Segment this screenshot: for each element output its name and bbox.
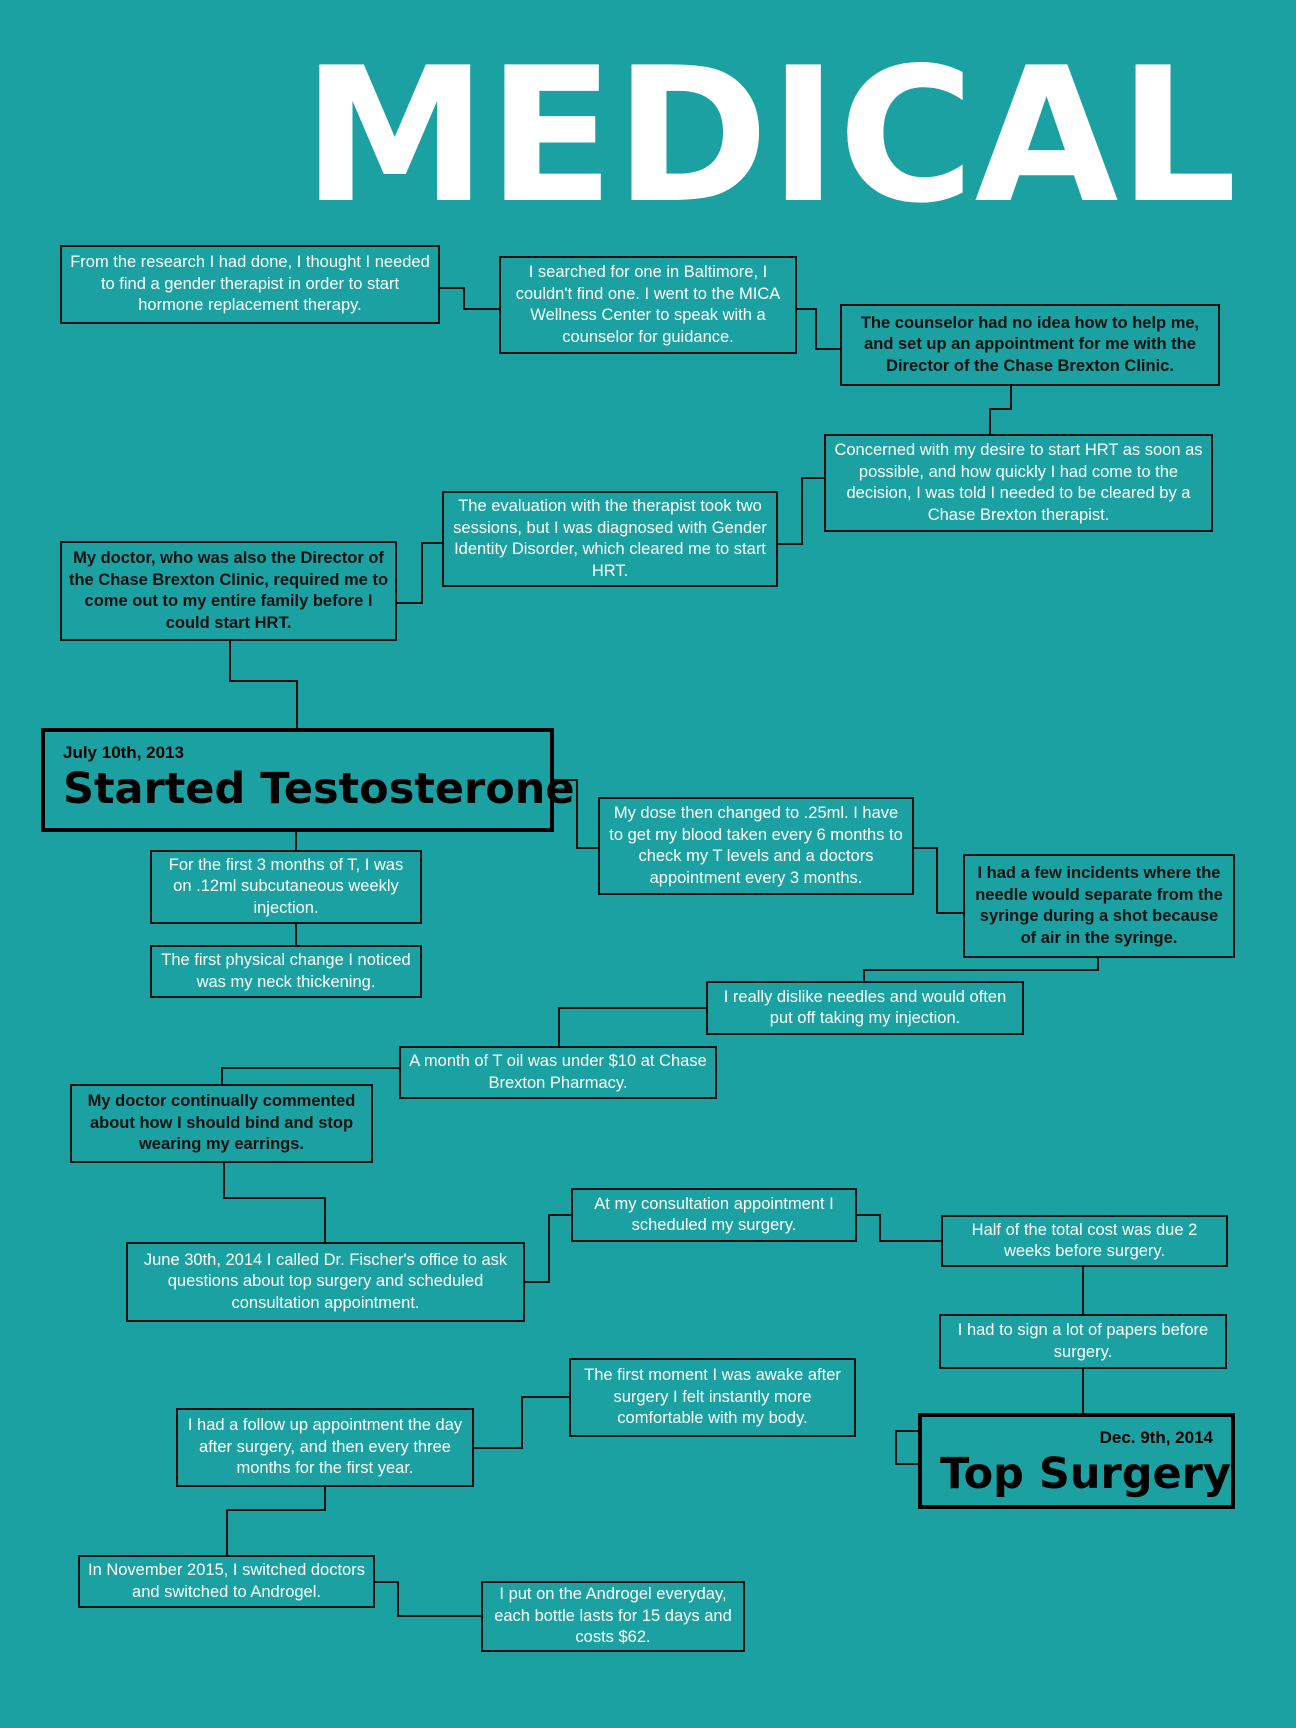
connector bbox=[896, 1431, 918, 1464]
box-text: I had a few incidents where the needle would separate from the syringe during a shot because of air in the syringe. bbox=[975, 864, 1223, 947]
connector bbox=[525, 1215, 571, 1282]
connector bbox=[224, 1163, 325, 1242]
box-text: My doctor continually commented about how I should bind and stop wearing my earrings. bbox=[87, 1092, 356, 1154]
timeline-box-consultation bbox=[571, 1188, 857, 1242]
connector bbox=[222, 1068, 399, 1084]
timeline-box-neck-thickening bbox=[150, 945, 422, 998]
box-text: I put on the Androgel everyday, each bottle lasts for 15 days and costs $62. bbox=[494, 1585, 732, 1647]
connector bbox=[864, 958, 1098, 981]
timeline-box-after-surgery bbox=[569, 1358, 856, 1437]
connector bbox=[990, 386, 1011, 434]
connector bbox=[230, 641, 297, 728]
box-text: The first moment I was awake after surgery I felt instantly more comfortable with my body. bbox=[584, 1366, 841, 1428]
connector bbox=[857, 1215, 941, 1241]
timeline-box-cost-due bbox=[941, 1215, 1228, 1267]
box-text: My doctor, who was also the Director of the Chase Brexton Clinic, required me to come out to my entire family before I could start HRT. bbox=[68, 549, 389, 632]
connector bbox=[397, 543, 442, 603]
box-text: The evaluation with the therapist took two sessions, but I was diagnosed with Gender Identity Disorder, which cleared me to start HRT. bbox=[453, 497, 767, 580]
box-text: Half of the total cost was due 2 weeks before surgery. bbox=[971, 1220, 1198, 1260]
connector bbox=[914, 848, 963, 913]
timeline-box-therapist-evaluation bbox=[442, 491, 778, 587]
connector bbox=[375, 1582, 481, 1616]
connector bbox=[440, 288, 499, 309]
box-text: At my consultation appointment I scheduled my surgery. bbox=[594, 1194, 834, 1234]
box-text: I had a follow up appointment the day after surgery, and then every three months for the first year. bbox=[187, 1416, 463, 1478]
milestone-date: July 10th, 2013 bbox=[63, 743, 184, 762]
box-text: For the first 3 months of T, I was on .12ml subcutaneous weekly injection. bbox=[168, 855, 404, 917]
timeline-box-baltimore-search bbox=[499, 256, 797, 354]
milestone-top-surgery bbox=[918, 1413, 1235, 1509]
timeline-box-hrt-concern bbox=[824, 434, 1213, 532]
timeline-box-coming-out bbox=[60, 541, 397, 641]
milestone-label: Started Testosterone bbox=[63, 764, 575, 814]
box-text: I had to sign a lot of papers before surgery. bbox=[957, 1321, 1209, 1361]
timeline-box-sign-papers bbox=[939, 1314, 1227, 1369]
timeline-box-follow-up bbox=[176, 1408, 474, 1487]
timeline-box-t-oil-cost bbox=[399, 1046, 717, 1099]
timeline-box-needle-incidents bbox=[963, 854, 1235, 958]
timeline-box-doctor-comments bbox=[70, 1084, 373, 1163]
milestone-date: Dec. 9th, 2014 bbox=[1099, 1428, 1213, 1447]
timeline-box-androgel-cost bbox=[481, 1581, 745, 1652]
box-text: A month of T oil was under $10 at Chase Brexton Pharmacy. bbox=[409, 1052, 707, 1092]
box-text: Concerned with my desire to start HRT as soon as possible, and how quickly I had come to the decision, I was told I needed to be cleared by a Chase Brexton therapist. bbox=[834, 441, 1203, 524]
box-text: The first physical change I noticed was my neck thickening. bbox=[161, 951, 411, 991]
box-text: I searched for one in Baltimore, I couldn't find one. I went to the MICA Wellness Center to speak with a counselor for guidance. bbox=[515, 263, 781, 346]
timeline-box-surgery-call bbox=[126, 1242, 525, 1322]
box-text: From the research I had done, I thought I needed to find a gender therapist in order to start hormone replacement therapy. bbox=[70, 253, 430, 315]
timeline-box-switched-androgel bbox=[78, 1555, 375, 1608]
page-title: MEDICAL bbox=[302, 27, 1237, 244]
box-text: June 30th, 2014 I called Dr. Fischer's office to ask questions about top surgery and scheduled consultation appointment. bbox=[143, 1250, 508, 1312]
box-text: The counselor had no idea how to help me, and set up an appointment for me with the Director of the Chase Brexton Clinic. bbox=[860, 313, 1200, 375]
timeline-box-counselor bbox=[840, 304, 1220, 386]
timeline-box-first-dose bbox=[150, 850, 422, 924]
milestone-label: Top Surgery bbox=[940, 1449, 1231, 1499]
connector bbox=[227, 1487, 325, 1555]
connector bbox=[474, 1397, 569, 1448]
box-text: My dose then changed to .25ml. I have to get my blood taken every 6 months to check my T levels and a doctors appointment every 3 months. bbox=[609, 804, 903, 887]
timeline-box-dislike-needles bbox=[706, 981, 1024, 1035]
connector bbox=[778, 478, 824, 544]
timeline-box-research bbox=[60, 245, 440, 324]
box-text: I really dislike needles and would often put off taking my injection. bbox=[723, 987, 1007, 1027]
connector bbox=[559, 1008, 706, 1046]
timeline-box-dose-change bbox=[598, 797, 914, 895]
milestone-started-testosterone bbox=[41, 728, 575, 832]
connector bbox=[797, 309, 840, 349]
box-text: In November 2015, I switched doctors and switched to Androgel. bbox=[88, 1561, 365, 1601]
